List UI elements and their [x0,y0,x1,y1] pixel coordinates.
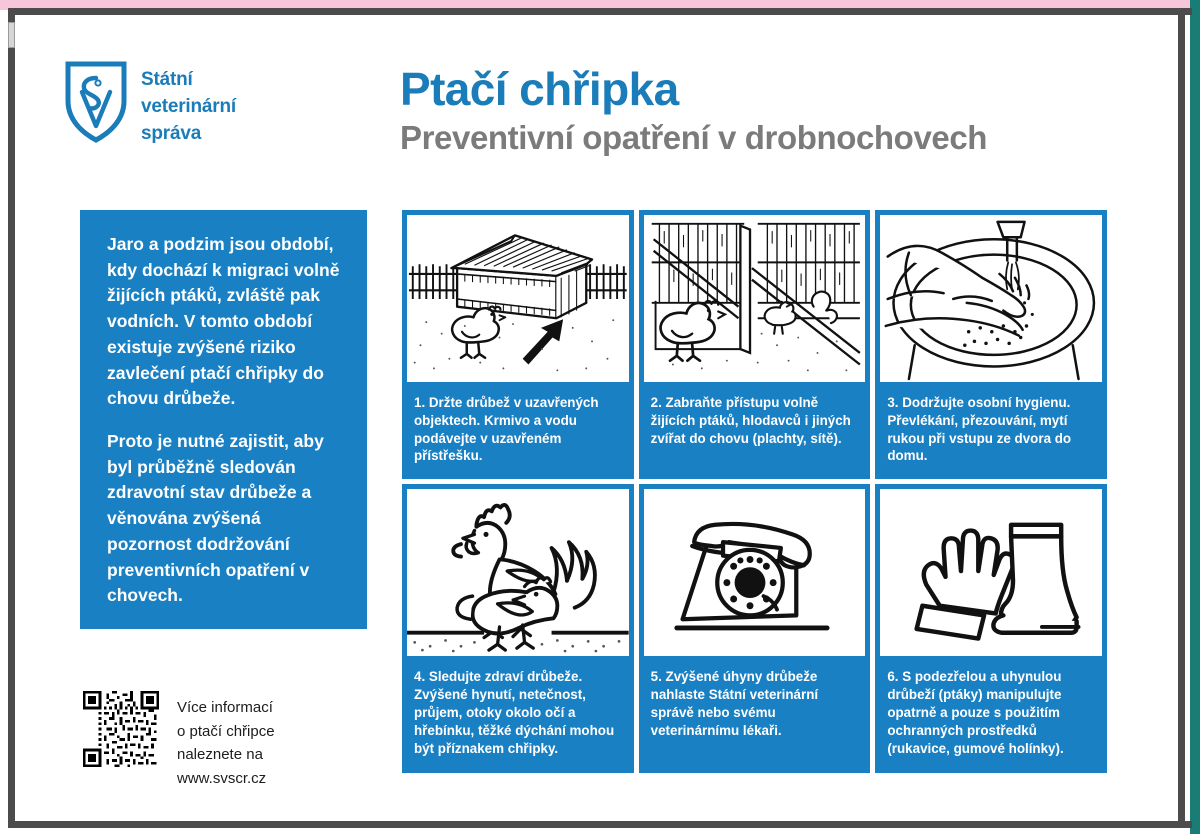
footer-text [177,691,275,791]
advice-panel-1 [402,210,634,479]
rooster-and-hen-icon [407,489,629,656]
footer-line-2: o ptačí chřipce [177,722,275,740]
intro-paragraph-1: Jaro a podzim jsou období, kdy dochází k migraci volně žijících ptáků, zvláště pak vodních. V tomto období existuje zvýšené riziko zavlečení ptačí chřipky do chovu drůbeže. [107,234,340,409]
viewer-frame-left [8,8,15,828]
advice-panel-1-caption: 1. Držte drůbež v uzavřených objektech. Krmivo a vodu podávejte v uzavřeném přístřešku. [414,395,599,464]
footer-line-1: Více informací [177,699,273,716]
barn-with-chicken-and-arrow-icon [407,215,629,382]
advice-panel-2 [639,210,871,479]
logo-line-1: Státní [141,69,193,90]
advice-panel-5-caption: 5. Zvýšené úhyny drůbeže nahlaste Státní veterinární správě nebo svému veterinárnímu lékaři. [650,669,819,738]
advice-panel-3 [875,210,1107,479]
footer-block [83,691,275,791]
logo-line-2: veterinární [141,95,236,117]
advice-panel-6 [875,484,1107,773]
intro-text-box [80,210,367,629]
intro-paragraph-2: Proto je nutné zajistit, aby byl průběžně sledován zdravotní stav drůbeže a věnována zvýšená pozornost dodržování preventivních opatření v chovech. [107,431,324,606]
advice-panel-4-art [402,484,634,661]
advice-panel-3-art [875,210,1107,387]
qr-code-icon[interactable] [83,691,159,767]
title-block [400,65,1140,157]
advice-panel-grid [402,210,1107,773]
viewer-frame-right [1178,8,1185,828]
advice-panel-5-art [639,484,871,661]
poster-sheet [15,15,1178,821]
viewer-frame-top [8,8,1192,15]
advice-panel-4-caption: 4. Sledujte zdraví drůbeže. Zvýšené hynutí, netečnost, průjem, otoky okolo očí a hřebínku, těžké dýchání mohou být příznakem chřipky. [414,669,615,756]
organisation-logo [65,61,236,148]
shield-svs-logo-icon [65,61,127,143]
poster-header [15,15,1178,195]
advice-panel-6-caption: 6. S podezřelou a uhynulou drůbeží (ptáky) manipulujte opatrně a pouze s použitím ochranných prostředků (rukavice, gumové holínky). [887,669,1064,756]
advice-panel-3-caption: 3. Dodržujte osobní hygienu. Převlékání, přezouvání, mytí rukou při vstupu ze dvora do domu. [887,395,1072,464]
viewer-right-edge-strip [1190,0,1200,834]
chicken-behind-fence-icon [644,215,866,382]
footer-website-url[interactable]: www.svscr.cz [177,770,267,788]
organisation-name [141,61,236,148]
glove-and-rubber-boot-icon [880,489,1102,656]
advice-panel-2-art [639,210,871,387]
page-title: Ptačí chřipka [400,63,679,115]
advice-panel-6-art [875,484,1107,661]
viewer-frame-bottom [8,821,1192,828]
advice-panel-2-caption: 2. Zabraňte přístupu volně žijících ptáků, hlodavců i jiných zvířat do chovu (plachty, sítě). [650,395,851,446]
page-subtitle: Preventivní opatření v drobnochovech [400,118,988,156]
advice-panel-1-art [402,210,634,387]
advice-panel-4 [402,484,634,773]
logo-line-3: správa [141,122,202,144]
advice-panel-5 [639,484,871,773]
rotary-telephone-icon [644,489,866,656]
scrollbar-thumb[interactable] [8,22,15,48]
footer-line-3: naleznete na [177,746,263,764]
hand-washing-under-tap-icon [880,215,1102,382]
